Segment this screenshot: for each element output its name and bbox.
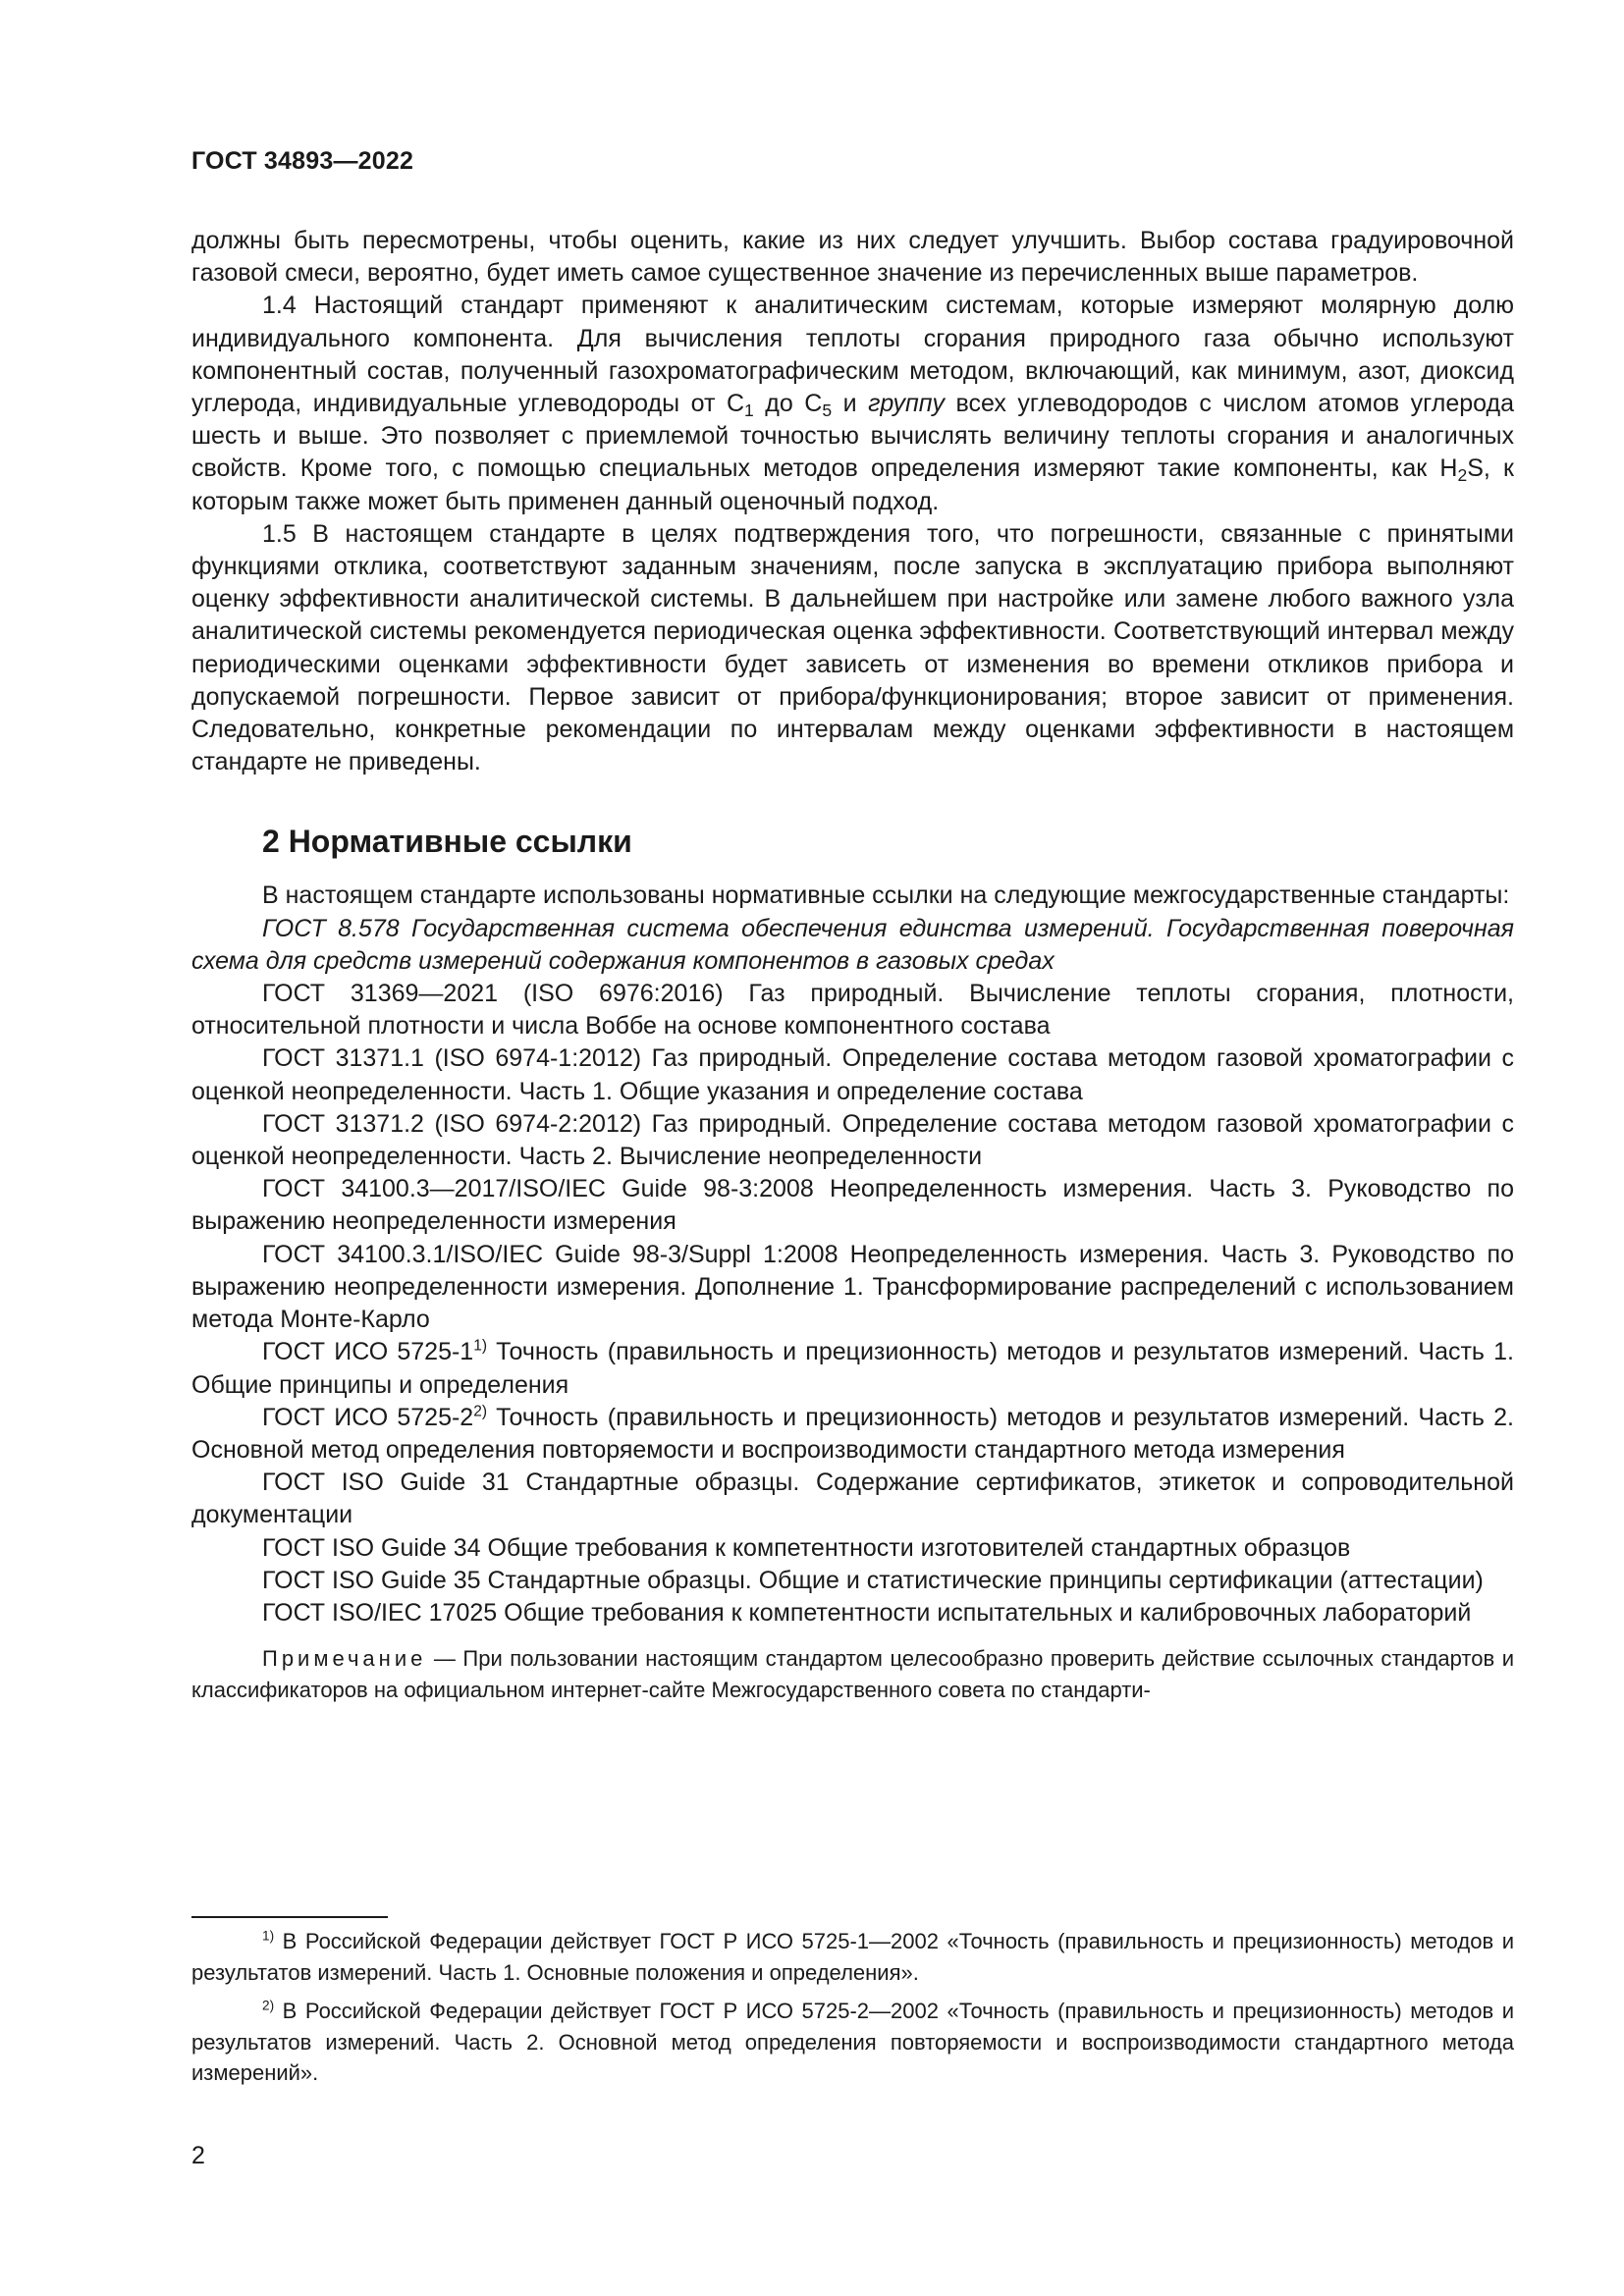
footnote-ref: 1): [473, 1337, 487, 1355]
reference-item: ГОСТ ISO/IEC 17025 Общие требования к компетентности испытательных и калибровочных лабораторий: [262, 1598, 1472, 1627]
reference-item: ГОСТ 8.578 Государственная система обеспечения единства измерений. Государственная поверочная схема для средств измерений содержания компонентов в газовых средах: [191, 914, 1514, 975]
reference-item: ГОСТ 31369—2021 (ISO 6976:2016) Газ природный. Вычисление теплоты сгорания, плотности, относительной плотности и числа Воббе на основе компонентного состава: [191, 980, 1514, 1041]
document-code-header: ГОСТ 34893—2022: [191, 147, 414, 175]
page-number: 2: [191, 2142, 205, 2169]
footnote-1: $^{1)}$ В Российской Федерации действует ГОСТ Р ИСО 5725-1—2002 «Точность (правильность и прецизионность) методов и результатов измерений. Часть 1. Основные положения и определения».: [191, 1928, 1514, 1985]
reference-item: ГОСТ ISO Guide 31 Стандартные образцы. Содержание сертификатов, этикеток и сопроводительной документации: [191, 1468, 1514, 1529]
reference-item: ГОСТ ISO Guide 35 Стандартные образцы. Общие и статистические принципы сертификации (аттестации): [262, 1566, 1484, 1594]
reference-item: ГОСТ ИСО 5725-1$^{1)}$ Точность (правильность и прецизионность) методов и результатов измерений. Часть 1. Общие принципы и определения: [191, 1337, 1514, 1399]
reference-item: ГОСТ 34100.3—2017/ISO/IEC Guide 98-3:2008 Неопределенность измерения. Часть 3. Руководство по выражению неопределенности измерения: [191, 1175, 1514, 1236]
footnote-separator: [191, 1916, 388, 1918]
section-2-heading: 2 Нормативные ссылки: [262, 824, 632, 860]
reference-item: ГОСТ 31371.2 (ISO 6974-2:2012) Газ природный. Определение состава методом газовой хроматографии с оценкой неопределенности. Часть 2. Вычисление неопределенности: [191, 1109, 1514, 1171]
note-paragraph: Примечание — При пользовании настоящим стандартом целесообразно проверить действие ссылочных стандартов и классификаторов на официальном интернет-сайте Межгосударственного совета по стандарти-: [191, 1646, 1514, 1702]
main-content: [191, 225, 1514, 1705]
footnotes: [191, 1926, 1514, 2097]
footnote-ref: 2): [473, 1403, 487, 1420]
reference-item: ГОСТ 31371.1 (ISO 6974-1:2012) Газ природный. Определение состава методом газовой хроматографии с оценкой неопределенности. Часть 1. Общие указания и определение состава: [191, 1044, 1514, 1105]
footnote-2: $^{2)}$ В Российской Федерации действует ГОСТ Р ИСО 5725-2—2002 «Точность (правильность и прецизионность) методов и результатов измерений. Часть 2. Основной метод определения повторяемости и воспроизводимости стандартного метода измерений».: [191, 1998, 1514, 2085]
clause-1-4: 1.4 Настоящий стандарт применяют к аналитическим системам, которые измеряют молярную долю индивидуального компонента. Для вычисления теплоты сгорания природного газа обычно используют компонентный состав, полученный газохроматографическим методом, включающий, как минимум, азот, диоксид углерода, индивидуальные углеводороды от $С_1$ до $С_5$ и группу всех углеводородов с числом атомов углерода шесть и выше. Это позволяет с приемлемой точностью вычислять величину теплоты сгорания и аналогичных свойств. Кроме того, с помощью специальных методов определения измеряют такие компоненты, как $Н_2S$, к которым также может быть применен данный оценочный подход.: [191, 292, 1514, 515]
clause-1-5: 1.5 В настоящем стандарте в целях подтверждения того, что погрешности, связанные с принятыми функциями отклика, соответствуют заданным значениям, после запуска в эксплуатацию прибора выполняют оценку эффективности аналитической системы. В дальнейшем при настройке или замене любого важного узла аналитической системы рекомендуется периодическая оценка эффективности. Соответствующий интервал между периодическими оценками эффективности будет зависеть от изменения во времени откликов прибора и допускаемой погрешности. Первое зависит от прибора/функционирования; второе зависит от применения. Следовательно, конкретные рекомендации по интервалам между оценками эффективности в настоящем стандарте не приведены.: [191, 519, 1514, 776]
reference-item: ГОСТ ISO Guide 34 Общие требования к компетентности изготовителей стандартных образцов: [262, 1533, 1351, 1562]
references-intro: В настоящем стандарте использованы нормативные ссылки на следующие межгосударственные стандарты:: [262, 881, 1510, 910]
reference-item: ГОСТ ИСО 5725-2$^{2)}$ Точность (правильность и прецизионность) методов и результатов измерений. Часть 2. Основной метод определения повторяемости и воспроизводимости стандартного метода измерения: [191, 1403, 1514, 1464]
reference-item: ГОСТ 34100.3.1/ISO/IEC Guide 98-3/Suppl 1:2008 Неопределенность измерения. Часть 3. Руководство по выражению неопределенности измерения. Дополнение 1. Трансформирование распределений с использованием метода Монте-Карло: [191, 1240, 1514, 1334]
note-label: Примечание: [262, 1646, 427, 1672]
continued-paragraph: должны быть пересмотрены, чтобы оценить, какие из них следует улучшить. Выбор состава градуировочной газовой смеси, вероятно, будет иметь самое существенное значение из перечисленных выше параметров.: [191, 227, 1514, 288]
